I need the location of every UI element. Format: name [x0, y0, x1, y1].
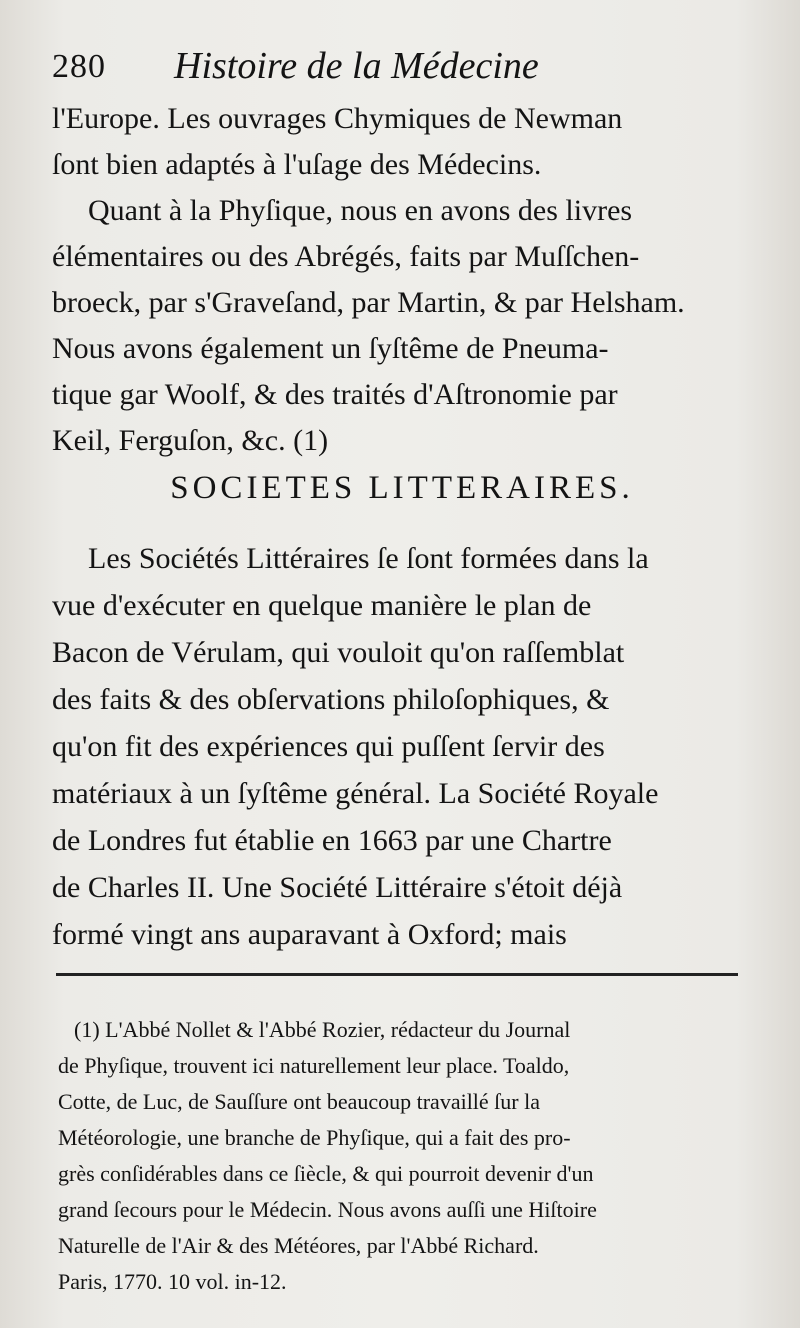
body-line: l'Europe. Les ouvrages Chymiques de Newman: [52, 102, 623, 135]
body-line: élémentaires ou des Abrégés, faits par Muſſchen-: [52, 240, 640, 273]
section-line: de Charles II. Une Société Littéraire s'étoit déjà: [52, 871, 623, 904]
footnote-line: grès conſidérables dans ce ſiècle, & qui pourroit devenir d'un: [58, 1161, 594, 1186]
running-title: Histoire de la Médecine: [174, 45, 539, 87]
section-line: qu'on fit des expériences qui puſſent ſervir des: [52, 730, 605, 763]
footnote-line: grand ſecours pour le Médecin. Nous avons auſſi une Hiſtoire: [58, 1197, 597, 1222]
section-line: matériaux à un ſyſtême général. La Société Royale: [52, 777, 659, 810]
body-line: Keil, Ferguſon, &c. (1): [52, 424, 329, 457]
section-line: de Londres fut établie en 1663 par une Chartre: [52, 824, 612, 857]
footnote-line: (1) L'Abbé Nollet & l'Abbé Rozier, rédacteur du Journal: [74, 1017, 571, 1042]
page-number: 280: [52, 48, 106, 85]
footnote-line: Cotte, de Luc, de Sauſſure ont beaucoup travaillé ſur la: [58, 1089, 541, 1114]
body-line: Quant à la Phyſique, nous en avons des livres: [88, 194, 633, 227]
footnote-line: Naturelle de l'Air & des Météores, par l'Abbé Richard.: [58, 1233, 539, 1258]
body-line: Nous avons également un ſyſtême de Pneuma-: [52, 332, 609, 365]
body-line: broeck, par s'Graveſand, par Martin, & par Helsham.: [52, 286, 685, 319]
footnote-rule: [56, 973, 738, 976]
section-line: des faits & des obſervations philoſophiques, &: [52, 683, 610, 716]
page-header: [52, 38, 752, 94]
section-line: formé vingt ans auparavant à Oxford; mais: [52, 918, 567, 951]
section-line: vue d'exécuter en quelque manière le plan de: [52, 589, 592, 622]
body-line: tique gar Woolf, & des traités d'Aſtronomie par: [52, 378, 618, 411]
footnote-line: Météorologie, une branche de Phyſique, qui a fait des pro-: [58, 1125, 571, 1150]
body-line: ſont bien adaptés à l'uſage des Médecins.: [52, 148, 542, 181]
footnote-line: de Phyſique, trouvent ici naturellement leur place. Toaldo,: [58, 1053, 570, 1078]
section-heading: SOCIETES LITTERAIRES.: [170, 470, 634, 506]
footnote-line: Paris, 1770. 10 vol. in-12.: [58, 1269, 287, 1294]
section-line: Bacon de Vérulam, qui vouloit qu'on raſſemblat: [52, 636, 625, 669]
section-line: Les Sociétés Littéraires ſe ſont formées dans la: [88, 542, 649, 575]
